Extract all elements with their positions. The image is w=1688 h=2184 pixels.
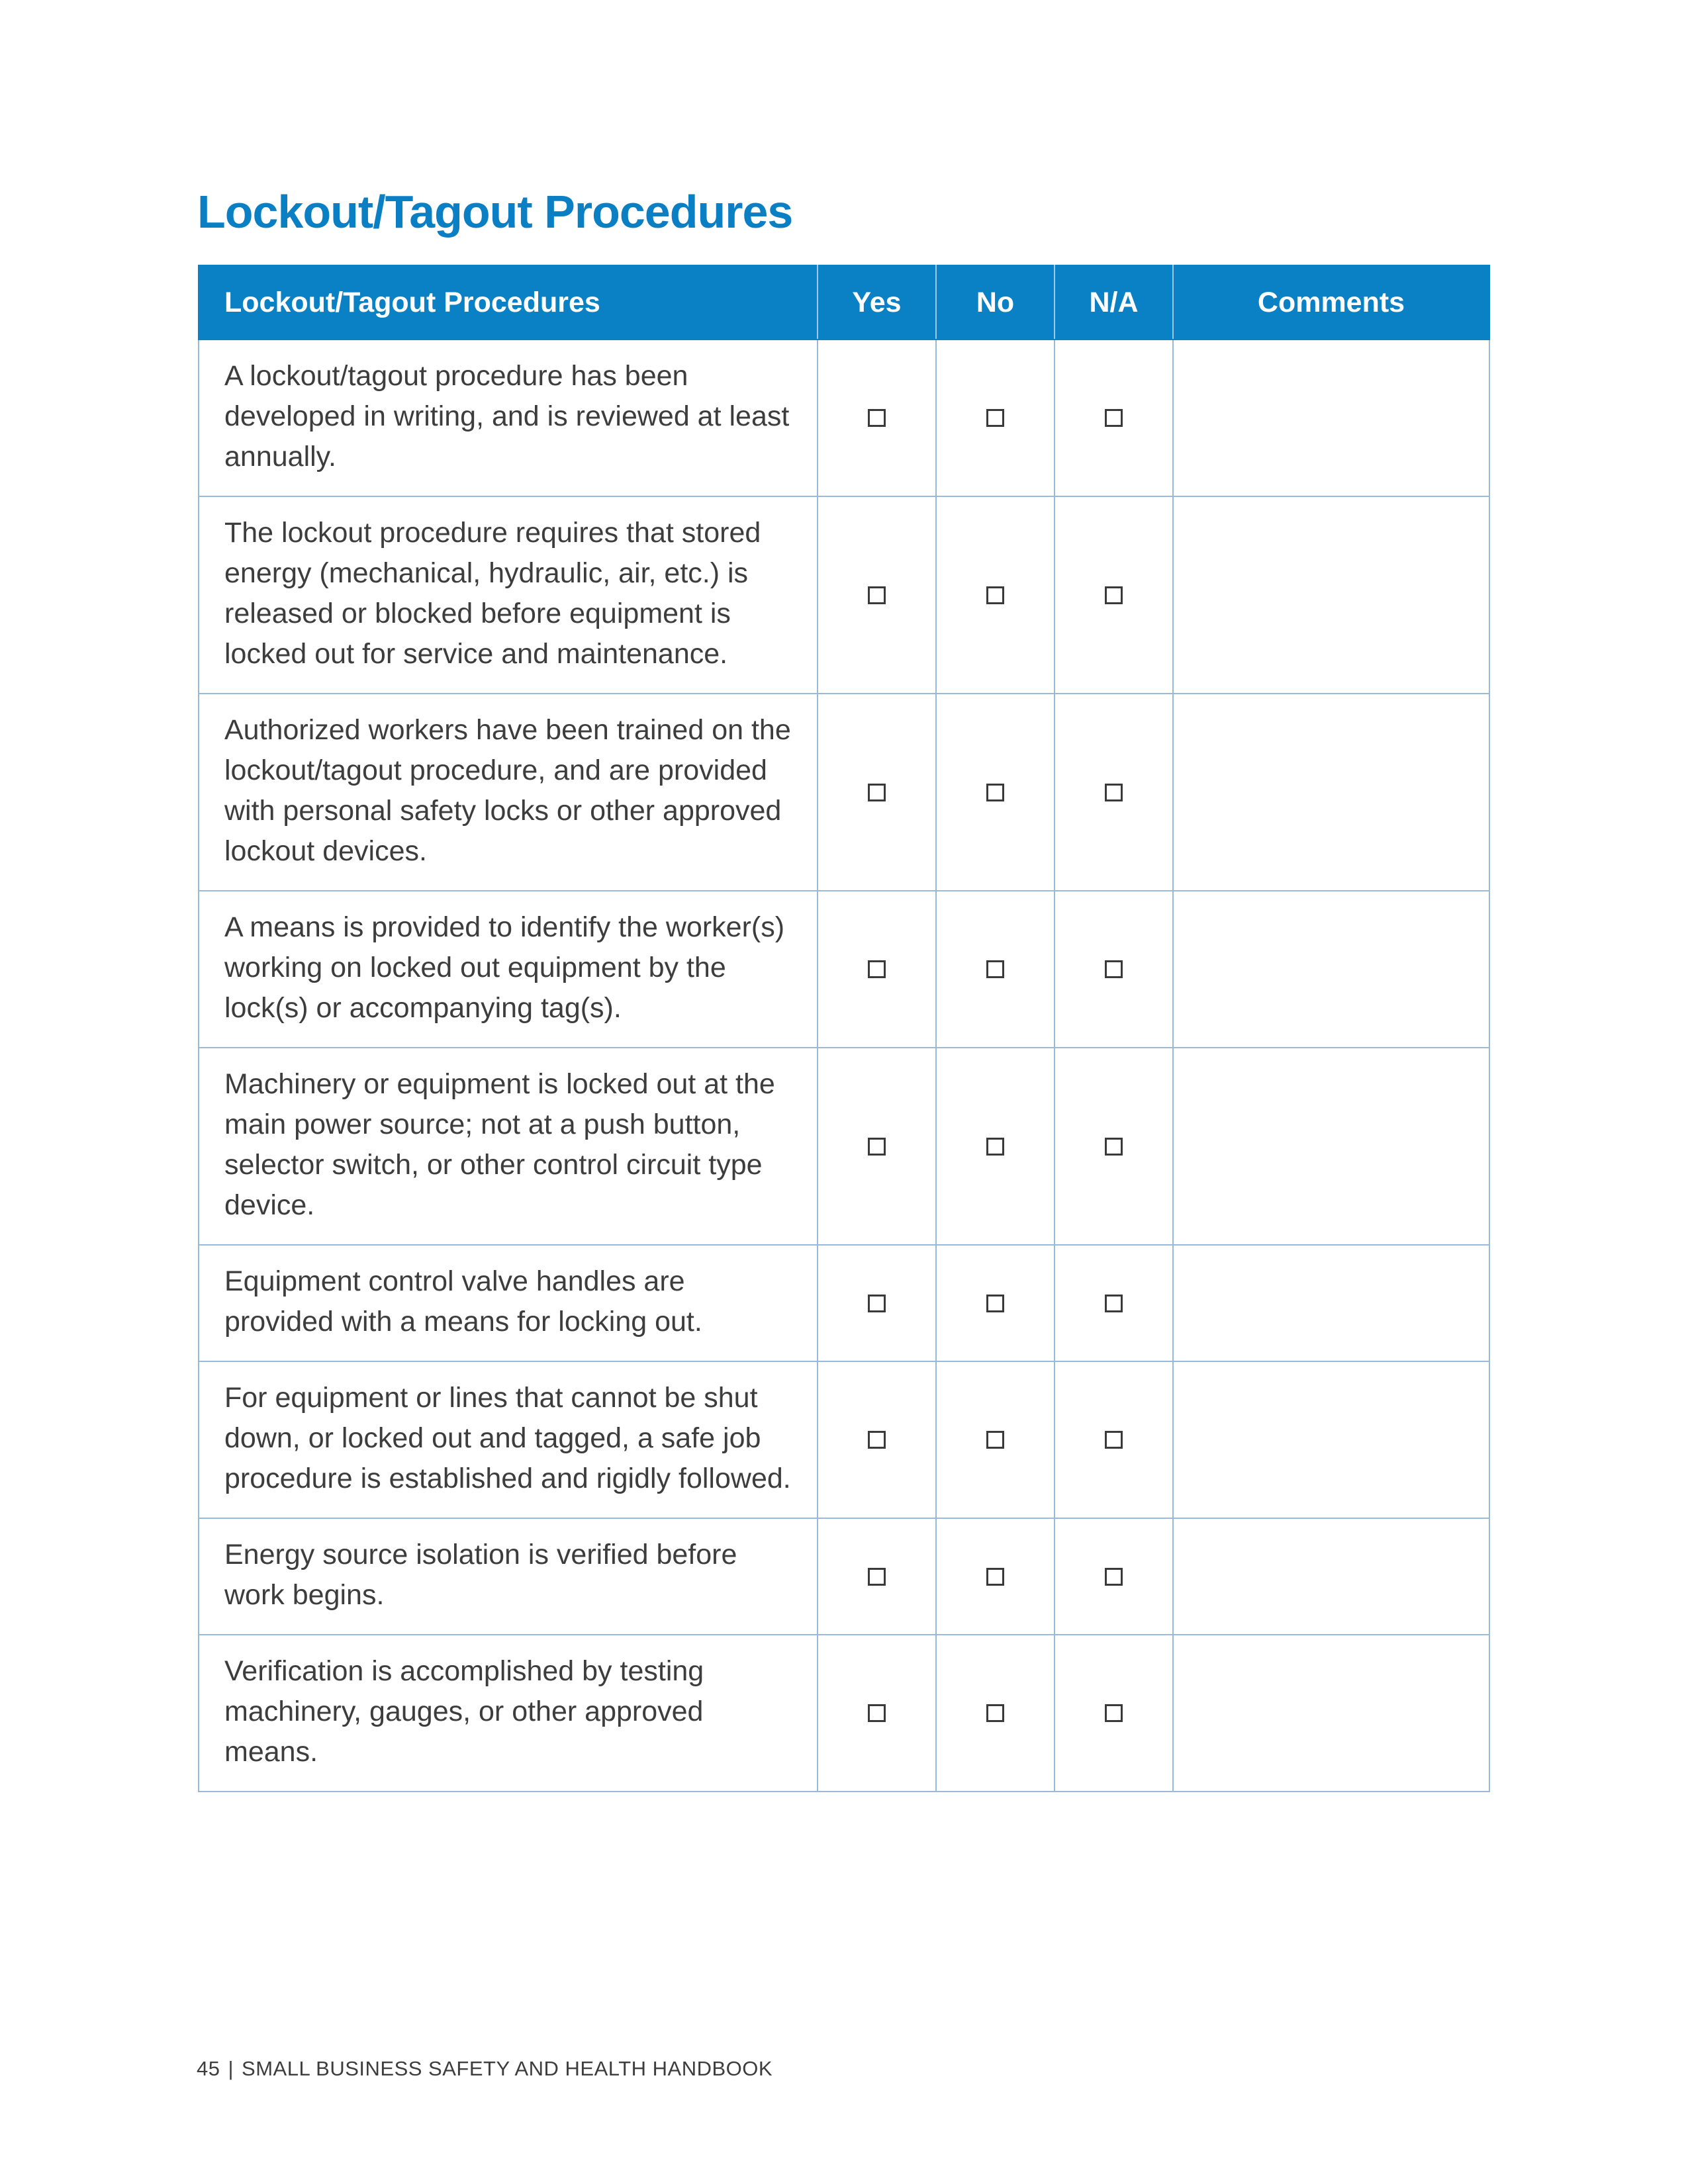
checklist-table: [198, 265, 1490, 1792]
yes-checkbox[interactable]: [868, 1431, 886, 1449]
comments-cell[interactable]: [1173, 694, 1489, 891]
page-number: 45: [197, 2057, 220, 2080]
comments-cell[interactable]: [1173, 891, 1489, 1048]
question-text: A means is provided to identify the worker(s) working on locked out equipment by the lock(s) or accompanying tag(s).: [199, 891, 818, 1048]
na-checkbox[interactable]: [1105, 1295, 1123, 1312]
yes-checkbox[interactable]: [868, 1295, 886, 1312]
no-checkbox[interactable]: [986, 784, 1004, 801]
yes-checkbox[interactable]: [868, 1568, 886, 1586]
na-checkbox[interactable]: [1105, 409, 1123, 427]
question-text: For equipment or lines that cannot be shut down, or locked out and tagged, a safe job procedure is established and rigidly followed.: [199, 1361, 818, 1518]
na-checkbox[interactable]: [1105, 1568, 1123, 1586]
yes-checkbox[interactable]: [868, 784, 886, 801]
na-checkbox[interactable]: [1105, 1138, 1123, 1156]
table-row: [199, 1518, 1489, 1635]
comments-cell[interactable]: [1173, 496, 1489, 694]
header-comments: Comments: [1173, 265, 1489, 340]
no-checkbox[interactable]: [986, 586, 1004, 604]
question-text: Machinery or equipment is locked out at the main power source; not at a push button, selector switch, or other control circuit type device.: [199, 1048, 818, 1245]
na-checkbox[interactable]: [1105, 960, 1123, 978]
table-row: [199, 1048, 1489, 1245]
no-checkbox[interactable]: [986, 1431, 1004, 1449]
question-text: Energy source isolation is verified before work begins.: [199, 1518, 818, 1635]
question-text: A lockout/tagout procedure has been developed in writing, and is reviewed at least annually.: [199, 340, 818, 496]
question-text: Equipment control valve handles are provided with a means for locking out.: [199, 1245, 818, 1361]
na-checkbox[interactable]: [1105, 586, 1123, 604]
no-checkbox[interactable]: [986, 409, 1004, 427]
table-row: [199, 891, 1489, 1048]
book-title: SMALL BUSINESS SAFETY AND HEALTH HANDBOOK: [242, 2057, 773, 2080]
no-checkbox[interactable]: [986, 1704, 1004, 1722]
comments-cell[interactable]: [1173, 340, 1489, 496]
question-text: Authorized workers have been trained on the lockout/tagout procedure, and are provided with personal safety locks or other approved lockout devices.: [199, 694, 818, 891]
no-checkbox[interactable]: [986, 1138, 1004, 1156]
footer-separator: |: [228, 2057, 234, 2080]
table-row: [199, 1245, 1489, 1361]
comments-cell[interactable]: [1173, 1361, 1489, 1518]
na-checkbox[interactable]: [1105, 1431, 1123, 1449]
question-text: The lockout procedure requires that stored energy (mechanical, hydraulic, air, etc.) is released or blocked before equipment is locked out for service and maintenance.: [199, 496, 818, 694]
comments-cell[interactable]: [1173, 1518, 1489, 1635]
header-question: Lockout/Tagout Procedures: [199, 265, 818, 340]
yes-checkbox[interactable]: [868, 409, 886, 427]
na-checkbox[interactable]: [1105, 1704, 1123, 1722]
page-title: Lockout/Tagout Procedures: [197, 186, 793, 238]
comments-cell[interactable]: [1173, 1245, 1489, 1361]
table-row: [199, 1361, 1489, 1518]
table-header-row: [199, 265, 1489, 340]
table-row: [199, 1635, 1489, 1792]
yes-checkbox[interactable]: [868, 960, 886, 978]
table-row: [199, 694, 1489, 891]
header-na: N/A: [1055, 265, 1173, 340]
yes-checkbox[interactable]: [868, 1704, 886, 1722]
comments-cell[interactable]: [1173, 1048, 1489, 1245]
comments-cell[interactable]: [1173, 1635, 1489, 1792]
na-checkbox[interactable]: [1105, 784, 1123, 801]
header-yes: Yes: [818, 265, 936, 340]
table-row: [199, 340, 1489, 496]
yes-checkbox[interactable]: [868, 586, 886, 604]
header-no: No: [936, 265, 1055, 340]
no-checkbox[interactable]: [986, 1295, 1004, 1312]
table-row: [199, 496, 1489, 694]
no-checkbox[interactable]: [986, 1568, 1004, 1586]
yes-checkbox[interactable]: [868, 1138, 886, 1156]
no-checkbox[interactable]: [986, 960, 1004, 978]
question-text: Verification is accomplished by testing machinery, gauges, or other approved means.: [199, 1635, 818, 1792]
page-footer: [197, 2057, 773, 2081]
